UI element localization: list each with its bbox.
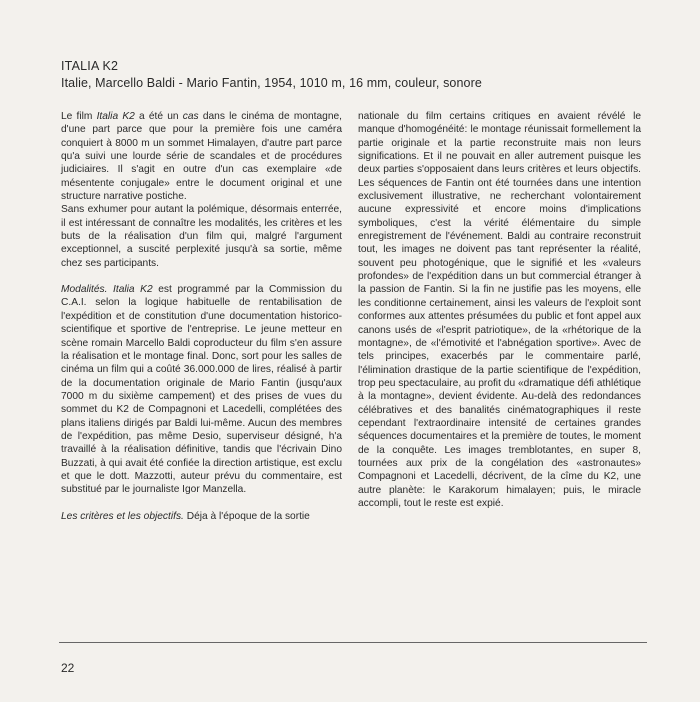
paragraph-intro: [61, 110, 342, 203]
text-run: Le film: [61, 111, 97, 122]
section-label: Les critères et les objectifs.: [61, 510, 184, 522]
paragraph-modalites: [61, 283, 342, 497]
left-column: [61, 110, 342, 523]
section-label: Modalités. Italia K2: [61, 284, 153, 296]
text-run: Déja à l'époque de la sortie: [183, 510, 310, 522]
text-run: est programmé par la Commission du C.A.I. selon la logique habituelle de rentabilisation de l'expédition et de constitution d'une documentation historico-scientifique et sportive de l'entreprise. Le jeune metteur en scène romain Marcello Baldi coproducteur du film s'en assure la réalisation et le montage final. Donc, sort pour les salles de cinéma un film qui a coûté 36.000.000 de lires, réalisé à partir de la documentation originale de Mario Fantin (jusqu'aux 7000 m du sixième campement) et des prises de vues du sommet du K2 de Compagnoni et Lacedelli, complétées des plans italiens dirigés par Baldi lui-même. Aucun des membres de l'expédition, pas même Desio, superviseur désigné, h'a travaillé à la réalisation définitive, tandis que l'écrivain Dino Buzzati, à qui avait été confiée la direction artistique, est exclu et que le dott. Mazzotti, auteur prévu du commentaire, est substitué par le journaliste Igor Manzella.: [61, 284, 343, 496]
film-title: ITALIA K2: [61, 59, 119, 73]
film-title-italic: Italia K2: [96, 111, 135, 122]
footer-rule: [59, 642, 647, 643]
italic-word: cas: [182, 111, 199, 122]
page-number: 22: [61, 661, 75, 675]
right-column: [358, 110, 641, 510]
paragraph-continued: nationale du film certains critiques en avaient révélé le manque d'homogénéité: le montage réunissait formellement la partie originale et la partie reconstruite mais non leurs significations. Et il ne pouvait en aller autrement puisque les deux parties s'opposaient dans leurs critères et leurs objectifs. Les séquences de Fantin ont été tournées dans une intention exclusivement illustrative, ne recherchant volontairement aucune expressivité et encore moins d'implications symboliques, c'est la vérité élémentaire du simple enregistrement de l'événement. Baldi au contraire reconstruit tout, les images ne doivent pas tant représenter la réalité, souvent peu photogénique, que le signifié et les «valeurs profondes» de l'expédition dans un but commercial étranger à la passion de Fantin. Si la fin ne justifie pas les moyens, elle les conditionne certainement, ainsi les valeurs de l'exploit sont conformes aux attentes présumées du public et font appel aux canons usés de «l'esprit patriotique», de la «rhétorique de la montagne», de «l'émotivité et l'abnégation sportive». Avec de tels principes, exacerbés par le commentaire parlé, l'élimination drastique de la partie scientifique de l'expédition, trop peu spectaculaire, au profit du «dramatique défi athlétique à la montagne», devient évidente. Au-delà des redondances célébratives et des banalités cinématographiques il reste cependant l'extraordinaire intensité de certaines grandes séquences documentaires et la première de toutes, le moment de la conquête. Les images tremblotantes, en super 8, tournées aux prix de la congélation des «astronautes» Compagnoni et Lacedelli, décrivent, de la cîme du K2, une autre planète: le Karakorum himalayen; puis, le miracle accompli, tout le reste est expié.: [358, 111, 641, 509]
text-run: dans le cinéma de montagne, d'une part parce que pour la première fois une caméra conquiert à 8000 m un sommet Himalayen, d'autre part parce qu'a suivi une lourde série de scandales et de procédures judiciaires. Il s'agit en outre d'un cas exemplaire «de mésentente conjugale» entre le document original et une structure narrative postiche.: [61, 111, 342, 203]
text-run: a été un: [134, 111, 183, 122]
film-header: [61, 58, 651, 92]
film-credits: Italie, Marcello Baldi - Mario Fantin, 1954, 1010 m, 16 mm, couleur, sonore: [61, 76, 482, 90]
paragraph-polemic: Sans exhumer pour autant la polémique, désormais enterrée, il est intéressant de connaître les modalités, les critères et les buts de la réalisation d'un film qui, malgré l'argument exceptionnel, a suscité perplexité jusqu'à sa sortie, même chez ses participants.: [61, 204, 342, 269]
paragraph-criteres: [61, 510, 342, 523]
